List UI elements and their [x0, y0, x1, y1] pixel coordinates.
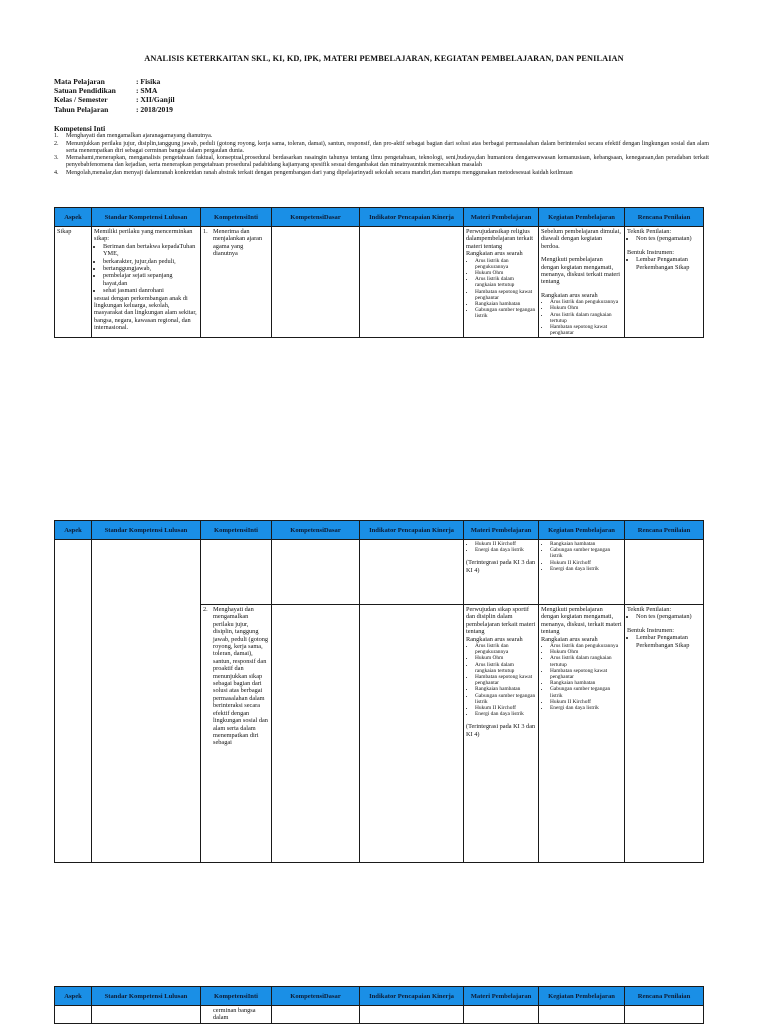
list-item: • Hukum Ohm — [550, 305, 622, 311]
header-kd: KompetensiDasar — [272, 521, 360, 540]
list-item: • Arus listrik dan pengukurannya — [550, 299, 622, 305]
list-item: • Gabungan sumber tegangan listrik — [475, 307, 536, 319]
teknik-label: Teknik Penilaian: — [627, 228, 672, 235]
list-item: • Arus listrik dan pengukurannya — [550, 643, 622, 649]
cell-skl — [92, 540, 201, 863]
header-penilaian: Rencana Penilaian — [625, 521, 704, 540]
list-item: • Hukum Ohm — [550, 649, 622, 655]
meta-label: Kelas / Semester — [54, 95, 108, 105]
list-item: • Energi dan daya listrik — [550, 566, 622, 572]
materi-intro: Perwujudansikap religius dalampembelajaran terkait materi tentang — [466, 228, 533, 250]
header-ki: KompetensiInti — [201, 521, 272, 540]
meta-value: : SMA — [136, 86, 158, 96]
list-item: • Lembar Pengamatan Perkembangan Sikap — [636, 634, 701, 649]
list-item: • Non tes (pengamatan) — [636, 235, 701, 242]
kegiatan-list — [541, 541, 622, 572]
list-item: • bertanggungjawab, — [103, 265, 198, 272]
kegiatan-p1: Sebelum pembelajaran dimulai, diawali dengan kegiatan berdoa. — [541, 228, 621, 250]
kegiatan-topic: Rangkaian arus searah — [541, 635, 598, 643]
list-item: • berkarakter, jujur,dan peduli, — [103, 258, 198, 265]
ki-number: 2. — [203, 606, 208, 613]
list-item: • Hambatan sepotong kawat penghantar — [475, 289, 536, 301]
analysis-table-2 — [54, 520, 704, 863]
list-item: • Arus listrik dan pengukurannya — [475, 643, 536, 655]
header-skl: Standar Kompetensi Lulusan — [92, 208, 201, 227]
materi-tail: (Terintegrasi pada KI 3 dan KI 4) — [466, 723, 536, 738]
ki-number: 4. — [54, 169, 59, 176]
cell-aspek — [55, 540, 92, 863]
meta-row — [54, 77, 175, 86]
list-item: • Arus listrik dalam rangkaian tertutup — [475, 276, 536, 288]
cell-skl — [92, 227, 201, 338]
ki-text: Menghayati dan mengamalkan ajaranagamayang dianutnya. — [66, 133, 213, 140]
header-indikator: Indikator Pencapaian Kinerja — [360, 208, 464, 227]
materi-topic: Rangkaian arus searah — [466, 250, 523, 258]
table-row — [55, 540, 704, 605]
analysis-table-1 — [54, 207, 704, 338]
header-kegiatan: Kegiatan Pembelajaran — [539, 987, 625, 1006]
teknik-list — [627, 613, 701, 620]
ki-number: 1. — [203, 228, 208, 235]
header-aspek: Aspek — [55, 521, 92, 540]
header-indikator: Indikator Pencapaian Kinerja — [360, 521, 464, 540]
cell-ki — [201, 1006, 272, 1024]
cell-penilaian — [625, 605, 704, 863]
cell-indikator — [360, 605, 464, 863]
list-item: • Rangkaian hambatan — [475, 686, 536, 692]
cell-ki — [201, 540, 272, 605]
cell-kegiatan — [539, 605, 625, 863]
kegiatan-p2: Mengikuti pembelajaran dengan kegiatan mengamati, menanya, diskusi terkait materi tentang — [541, 256, 621, 286]
cell-materi — [464, 540, 539, 605]
list-item: • Energi dan daya listrik — [550, 705, 622, 711]
ki-text: Menunjukkan perilaku jujur, disiplin,tanggung jawab, peduli (gotong royong, kerja sama, toleran, damai), santun, responsif, dan pro-aktif sebagai bagian dari solusi atas berbagai permasalahan dalam berinteraksi secara efektif dengan lingkungan sosial dan alam serta menempatkan diri sebagai cerminan bangsa dalam pergaulan dunia. — [66, 140, 709, 154]
materi-list — [466, 541, 536, 553]
header-aspek: Aspek — [55, 208, 92, 227]
meta-block — [54, 77, 175, 114]
header-kd: KompetensiDasar — [272, 208, 360, 227]
meta-row — [54, 86, 175, 95]
meta-value: : Fisika — [136, 77, 161, 86]
cell-kegiatan — [539, 540, 625, 605]
cell-kegiatan — [539, 227, 625, 338]
list-item: • Arus listrik dalam rangkaian tertutup — [550, 655, 622, 667]
header-materi: Materi Pembelajaran — [464, 208, 539, 227]
cell-kegiatan — [539, 1006, 625, 1024]
table-row — [55, 227, 704, 338]
ki-heading: Kompetensi Inti — [54, 124, 106, 133]
materi-list — [466, 258, 536, 320]
table-header-row — [55, 987, 704, 1006]
ki-number: 2. — [54, 140, 59, 147]
meta-row — [54, 105, 175, 114]
list-item: • Hambatan sepotong kawat penghantar — [475, 674, 536, 686]
kegiatan-list — [541, 643, 622, 711]
bentuk-list — [627, 256, 701, 271]
cell-skl — [92, 1006, 201, 1024]
ki-text: Memahami,menerapkan, menganalisis pengetahuan faktual, konseptual,prosedural berdasarkan rasaingin tahunya tentang ilmu pengetahuan, teknologi, seni,budaya,dan humaniora denganwawasan kemanusiaan, kebangsaan, kenegaraan,dan peradaban terkait penyebabfenomena dan kejadian, serta menerapkan pengetahuan prosedural padabidang kajianyang spesifik sesuai denganbakat dan minatnyauntuk memecahkan masalah — [66, 155, 709, 169]
ki-item — [54, 170, 709, 177]
ki-entry — [203, 228, 269, 258]
list-item: • Hukum II Kirchoff — [550, 560, 622, 566]
header-aspek: Aspek — [55, 987, 92, 1006]
list-item: • Hukum Ohm — [475, 655, 536, 661]
cell-materi — [464, 605, 539, 863]
cell-kd — [272, 1006, 360, 1024]
list-item: • Non tes (pengamatan) — [636, 613, 701, 620]
ki-number: 3. — [54, 155, 59, 162]
table-header-row — [55, 208, 704, 227]
list-item: • Hukum II Kirchoff — [475, 541, 536, 547]
kegiatan-p: Mengikuti pembelajaran dengan kegiatan mengamati, menanya, diskusi, terkait materi tentang — [541, 606, 622, 636]
list-item: • Rangkaian hambatan — [550, 541, 622, 547]
list-item: • Gabungan sumber tegangan listrik — [475, 693, 536, 705]
header-kegiatan: Kegiatan Pembelajaran — [539, 521, 625, 540]
ki-text: Mengolah,menalar,dan menyaji dalamranah konkretdan ranah abstrak terkait dengan pengembangan dari yang dipelajarinyadi sekolah secara mandiri,dan mampu menggunakan metodesesuai kaidah keilmuan — [66, 169, 573, 176]
materi-tail: (Terintegrasi pada KI 3 dan KI 4) — [466, 559, 536, 574]
meta-value: : 2018/2019 — [136, 104, 173, 114]
list-item: • Hambatan sepotong kawat penghantar — [550, 324, 622, 336]
header-penilaian: Rencana Penilaian — [625, 208, 704, 227]
kegiatan-topic: Rangkaian arus searah — [541, 291, 598, 299]
teknik-label: Teknik Penilaian: — [627, 606, 672, 613]
list-item: • Hukum II Kirchoff — [550, 699, 622, 705]
list-item: • Gabungan sumber tegangan listrik — [550, 547, 622, 559]
list-item: • Hukum II Kirchoff — [475, 705, 536, 711]
list-item: • Hambatan sepotong kawat penghantar — [550, 668, 622, 680]
list-item: • Rangkaian hambatan — [550, 680, 622, 686]
header-materi: Materi Pembelajaran — [464, 521, 539, 540]
header-penilaian: Rencana Penilaian — [625, 987, 704, 1006]
list-item: • Beriman dan bertakwa kepadaTuhan YME, — [103, 243, 198, 258]
teknik-list — [627, 235, 701, 242]
cell-penilaian — [625, 227, 704, 338]
header-kegiatan: Kegiatan Pembelajaran — [539, 208, 625, 227]
bentuk-list — [627, 634, 701, 649]
cell-materi — [464, 227, 539, 338]
cell-ki — [201, 227, 272, 338]
skl-intro: Memiliki perilaku yang mencerminkan sikap: — [94, 228, 193, 243]
ki-item — [54, 155, 709, 170]
table-row — [55, 1006, 704, 1024]
meta-label: Tahun Pelajaran — [54, 104, 109, 114]
meta-label: Satuan Pendidikan — [54, 86, 116, 96]
header-kd: KompetensiDasar — [272, 987, 360, 1006]
list-item: • Rangkaian hambatan — [475, 301, 536, 307]
list-item: • Lembar Pengamatan Perkembangan Sikap — [636, 256, 701, 271]
header-skl: Standar Kompetensi Lulusan — [92, 987, 201, 1006]
ki-item — [54, 141, 709, 156]
cell-aspek — [55, 1006, 92, 1024]
materi-list — [466, 643, 536, 717]
header-ki: KompetensiInti — [201, 208, 272, 227]
cell-indikator — [360, 1006, 464, 1024]
bentuk-label: Bentuk Instrumen: — [627, 626, 675, 634]
table-header-row — [55, 521, 704, 540]
ki-text: cerminan bangsa dalam — [213, 1007, 256, 1022]
list-item: • Energi dan daya listrik — [475, 711, 536, 717]
list-item: • Energi dan daya listrik — [475, 547, 536, 553]
meta-value: : XII/Ganjil — [136, 95, 175, 105]
cell-materi — [464, 1006, 539, 1024]
kegiatan-list — [541, 299, 622, 336]
materi-intro: Perwujudan sikap sportif dan disiplin dalam pembelajaran terkait materi tentang — [466, 606, 536, 636]
header-indikator: Indikator Pencapaian Kinerja — [360, 987, 464, 1006]
list-item: • Arus listrik dalam rangkaian tertutup — [475, 662, 536, 674]
bentuk-label: Bentuk Instrumen: — [627, 248, 675, 256]
header-skl: Standar Kompetensi Lulusan — [92, 521, 201, 540]
meta-row — [54, 95, 175, 104]
cell-indikator — [360, 227, 464, 338]
kompetensi-inti-section — [54, 125, 709, 177]
header-materi: Materi Pembelajaran — [464, 987, 539, 1006]
cell-kd — [272, 540, 360, 605]
cell-kd — [272, 605, 360, 863]
analysis-table-3 — [54, 986, 704, 1024]
list-item: • sehat jasmani danrohani — [103, 287, 198, 294]
list-item: • Hukum Ohm — [475, 270, 536, 276]
cell-kd — [272, 227, 360, 338]
list-item: • Arus listrik dalam rangkaian tertutup — [550, 312, 622, 324]
list-item: • pembelajar sejati sepanjang hayat,dan — [103, 272, 198, 287]
ki-item — [54, 133, 709, 140]
skl-list — [94, 243, 198, 295]
cell-aspek: Sikap — [55, 227, 92, 338]
header-ki: KompetensiInti — [201, 987, 272, 1006]
skl-tail: sesuai dengan perkembangan anak di lingkungan keluarga, sekolah, masyarakat dan lingkungan alam sekitar, bangsa, negara, kawasan regional, dan internasional. — [94, 294, 197, 332]
cell-ki — [201, 605, 272, 863]
ki-number: 1. — [54, 133, 59, 140]
meta-label: Mata Pelajaran — [54, 77, 105, 86]
ki-text: Menerima dan menjalankan ajaran agama yang dianutnya — [213, 228, 263, 258]
materi-topic: Rangkaian arus searah — [466, 635, 523, 643]
ki-text: Menghayati dan mengamalkan perilaku jujur, disiplin, tanggung jawab, peduli (gotong royong, kerja sama, toleran, damai), santun, responsif dan proaktif dan menunjukkan sikap sebagai bagian dari solusi atas berbagai permasalahan dalam berinteraksi secara efektif dengan lingkungan sosial dan alam serta dalam menempatkan diri sebagai — [213, 606, 269, 747]
document-title: ANALISIS KETERKAITAN SKL, KI, KD, IPK, MATERI PEMBELAJARAN, KEGIATAN PEMBELAJARAN, DAN PENILAIAN — [144, 54, 624, 63]
list-item: • Arus listrik dan pengukurannya — [475, 258, 536, 270]
ki-entry — [203, 606, 269, 747]
cell-penilaian — [625, 540, 704, 605]
list-item: • Gabungan sumber tegangan listrik — [550, 686, 622, 698]
cell-penilaian — [625, 1006, 704, 1024]
cell-indikator — [360, 540, 464, 605]
